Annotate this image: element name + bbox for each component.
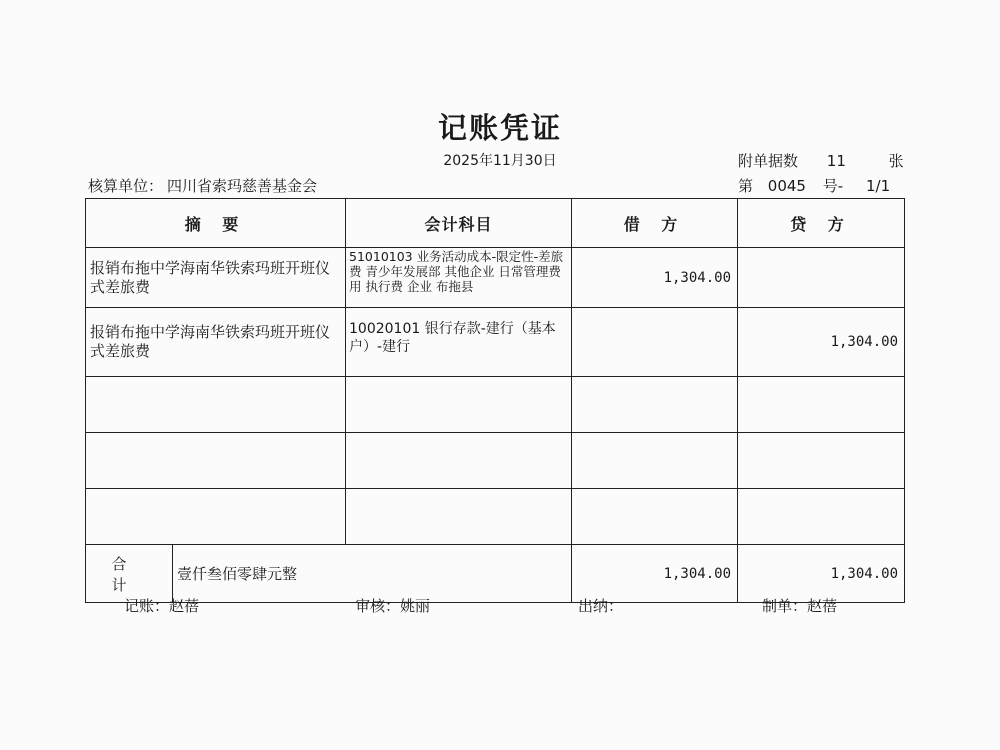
- number-prefix: 第: [738, 177, 754, 195]
- empty-row: [86, 489, 905, 545]
- page-indicator: 1/1: [865, 177, 891, 195]
- voucher-date: 2025年11月30日: [443, 153, 557, 169]
- reviewer-label: 审核：: [355, 597, 401, 615]
- footer-bookkeeper: [124, 595, 199, 616]
- row-account: 51010103 业务活动成本-限定性-差旅费 青少年发展部 其他企业 日常管理费用 执行费 企业 布拖县: [346, 248, 572, 308]
- total-credit: 1,304.00: [738, 545, 905, 603]
- number-suffix: 号-: [822, 177, 844, 195]
- number-value: 0045: [767, 177, 806, 195]
- bookkeeper-label: 记账：: [124, 597, 170, 615]
- table-header-row: [86, 199, 905, 248]
- footer-reviewer: [355, 595, 430, 616]
- voucher-title: 记账凭证: [437, 111, 562, 145]
- empty-row: [86, 433, 905, 489]
- attachments-label: 附单据数: [738, 152, 799, 170]
- row-account: 10020101 银行存款-建行（基本户）-建行: [346, 308, 572, 377]
- total-debit: 1,304.00: [572, 545, 738, 603]
- header-credit: 贷 方: [738, 199, 905, 248]
- total-row: [86, 545, 905, 603]
- table-row: [86, 308, 905, 377]
- header-summary: 摘 要: [86, 199, 346, 248]
- unit-name: 四川省索玛慈善基金会: [167, 177, 318, 195]
- row-debit: [572, 308, 738, 377]
- cashier-label: 出纳：: [578, 597, 624, 615]
- attachments-count: 11: [826, 152, 846, 170]
- row-summary: 报销布拖中学海南华铁索玛班开班仪式差旅费: [86, 308, 346, 377]
- header-debit: 借 方: [572, 199, 738, 248]
- table-row: [86, 248, 905, 308]
- reviewer-name: 姚丽: [400, 597, 431, 615]
- preparer-label: 制单：: [762, 597, 808, 615]
- row-credit: [738, 248, 905, 308]
- empty-row: [86, 377, 905, 433]
- preparer-name: 赵蓓: [807, 597, 838, 615]
- footer-preparer: [762, 595, 837, 616]
- attachments-unit: 张: [888, 152, 904, 170]
- voucher-table: [85, 198, 905, 603]
- attachments-info: [738, 150, 904, 171]
- total-label: 合 计: [86, 545, 173, 603]
- bookkeeper-name: 赵蓓: [169, 597, 200, 615]
- unit-label: 核算单位：: [88, 177, 164, 195]
- total-amount-words: 壹仟叁佰零肆元整: [173, 545, 572, 603]
- voucher-number: [738, 175, 890, 196]
- accounting-unit: [88, 175, 317, 196]
- footer-cashier: [578, 595, 623, 616]
- row-debit: 1,304.00: [572, 248, 738, 308]
- row-credit: 1,304.00: [738, 308, 905, 377]
- header-account: 会计科目: [346, 199, 572, 248]
- row-summary: 报销布拖中学海南华铁索玛班开班仪式差旅费: [86, 248, 346, 308]
